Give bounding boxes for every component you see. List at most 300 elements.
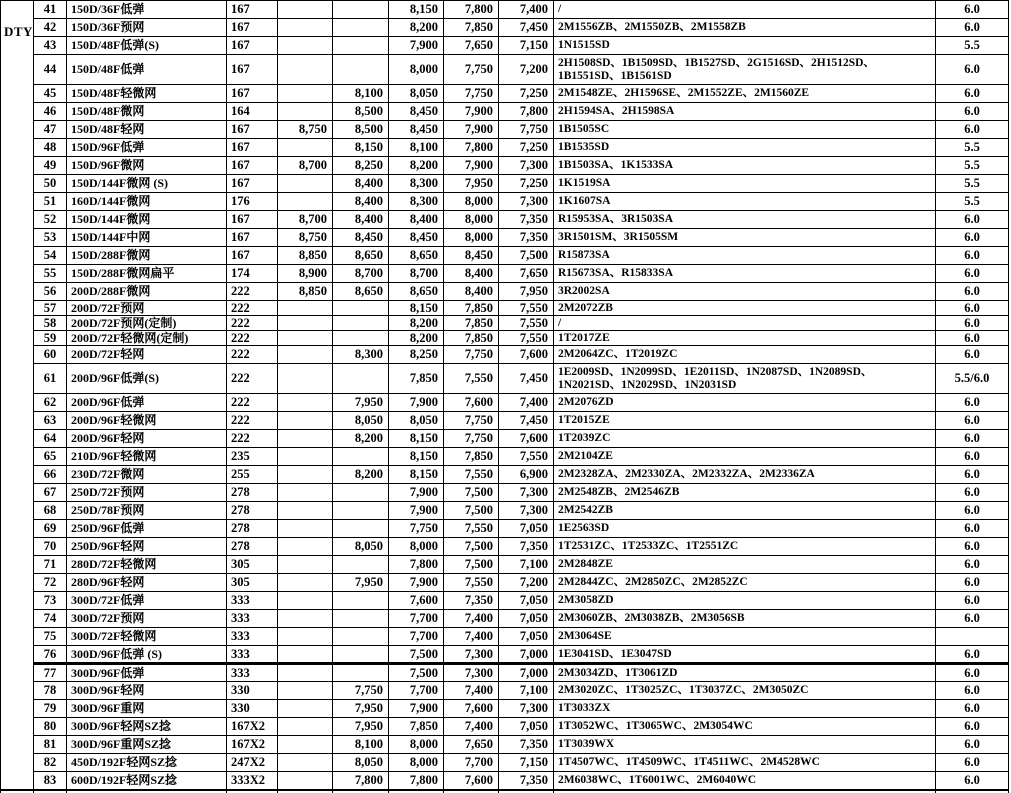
cell-codes: 1T4507WC、1T4509WC、1T4511WC、2M4528WC — [554, 754, 936, 772]
cell-spec: 333 — [227, 592, 278, 610]
cell-grade: 6.0 — [936, 316, 1009, 331]
cell-codes: 3R1501SM、3R1505SM — [554, 229, 936, 247]
cell-name: 300D/96F重网 — [67, 700, 227, 718]
cell-p2: 8,050 — [333, 754, 389, 772]
cell-p3: 8,000 — [389, 736, 444, 754]
cell-grade: 6.0 — [936, 664, 1009, 682]
cell-p1: 8,750 — [278, 229, 333, 247]
cell-no: 66 — [34, 466, 67, 484]
cell-grade: 6.0 — [936, 556, 1009, 574]
cell-codes: 1N1515SD — [554, 37, 936, 55]
cell-p4: 7,550 — [444, 364, 499, 394]
table-row — [1, 412, 1009, 430]
cell-p2 — [333, 610, 389, 628]
cell-empty — [1, 790, 34, 793]
cell-spec: 222 — [227, 394, 278, 412]
cell-p2: 8,050 — [333, 538, 389, 556]
table-row — [1, 592, 1009, 610]
cell-p1: 8,700 — [278, 157, 333, 175]
cell-grade: 6.0 — [936, 430, 1009, 448]
cell-p3: 7,700 — [389, 628, 444, 646]
cell-p1 — [278, 364, 333, 394]
cell-p4: 7,600 — [444, 772, 499, 790]
cell-p3: 7,900 — [389, 484, 444, 502]
cell-p2 — [333, 664, 389, 682]
cell-spec: 305 — [227, 574, 278, 592]
cell-no: 61 — [34, 364, 67, 394]
cell-p2 — [333, 1, 389, 19]
cell-spec: 235 — [227, 448, 278, 466]
cell-no: 72 — [34, 574, 67, 592]
cell-spec: 333 — [227, 646, 278, 664]
cell-p2: 7,950 — [333, 574, 389, 592]
cell-codes: 1K1519SA — [554, 175, 936, 193]
cell-name: 150D/144F微网 — [67, 211, 227, 229]
cell-no: 50 — [34, 175, 67, 193]
cell-p1 — [278, 55, 333, 85]
cell-codes: 2M3020ZC、1T3025ZC、1T3037ZC、2M3050ZC — [554, 682, 936, 700]
cell-p1 — [278, 484, 333, 502]
cell-name: 150D/48F低弹(S) — [67, 37, 227, 55]
table-row — [1, 1, 1009, 19]
cell-p1 — [278, 736, 333, 754]
cell-p5: 7,000 — [499, 646, 554, 664]
cell-no: 59 — [34, 331, 67, 346]
cell-codes: 1E2009SD、1N2099SD、1E2011SD、1N2087SD、1N2089SD、1N2021SD、1N2029SD、1N2031SD — [554, 364, 936, 394]
cell-empty — [227, 790, 278, 793]
cell-spec: 333 — [227, 628, 278, 646]
cell-p5: 7,350 — [499, 229, 554, 247]
cell-name: 300D/96F低弹 (S) — [67, 646, 227, 664]
cell-no: 48 — [34, 139, 67, 157]
cell-p1 — [278, 466, 333, 484]
cell-p4: 7,300 — [444, 646, 499, 664]
cell-spec: 255 — [227, 466, 278, 484]
cell-p1 — [278, 718, 333, 736]
cell-p5: 7,050 — [499, 610, 554, 628]
cell-spec: 222 — [227, 412, 278, 430]
cell-empty — [34, 790, 67, 793]
cell-p5: 7,300 — [499, 700, 554, 718]
cell-codes: 1E3041SD、1E3047SD — [554, 646, 936, 664]
cell-p1 — [278, 772, 333, 790]
cell-p5: 7,550 — [499, 316, 554, 331]
cell-codes: R15953SA、3R1503SA — [554, 211, 936, 229]
cell-name: 200D/96F轻网 — [67, 430, 227, 448]
cell-p2 — [333, 301, 389, 316]
cell-p4: 7,500 — [444, 556, 499, 574]
cell-p3: 8,250 — [389, 346, 444, 364]
cell-p4: 7,400 — [444, 682, 499, 700]
cell-p5: 7,500 — [499, 247, 554, 265]
cell-no: 82 — [34, 754, 67, 772]
cell-p5: 7,950 — [499, 283, 554, 301]
cell-grade: 5.5/6.0 — [936, 364, 1009, 394]
cell-p1 — [278, 37, 333, 55]
cell-name: 200D/96F低弹 — [67, 394, 227, 412]
cell-p2: 8,450 — [333, 229, 389, 247]
table-row — [1, 139, 1009, 157]
cell-p5: 7,250 — [499, 85, 554, 103]
cell-p1 — [278, 700, 333, 718]
cell-name: 280D/72F轻微网 — [67, 556, 227, 574]
cell-spec: 278 — [227, 502, 278, 520]
cell-no: 57 — [34, 301, 67, 316]
cell-spec: 222 — [227, 430, 278, 448]
cell-p1 — [278, 103, 333, 121]
cell-p4: 7,850 — [444, 301, 499, 316]
cell-no: 45 — [34, 85, 67, 103]
cell-p1: 8,700 — [278, 211, 333, 229]
table-row — [1, 574, 1009, 592]
cell-p2: 8,400 — [333, 193, 389, 211]
cell-codes: 2M2542ZB — [554, 502, 936, 520]
cell-grade: 6.0 — [936, 448, 1009, 466]
cell-name: 200D/72F轻网 — [67, 346, 227, 364]
cell-p3: 8,650 — [389, 247, 444, 265]
cell-grade: 6.0 — [936, 502, 1009, 520]
cell-p5: 7,350 — [499, 736, 554, 754]
cell-p2: 8,250 — [333, 157, 389, 175]
table-row — [1, 610, 1009, 628]
cell-spec: 278 — [227, 520, 278, 538]
cell-name: 150D/36F低弹 — [67, 1, 227, 19]
cell-p1 — [278, 175, 333, 193]
cell-p2 — [333, 484, 389, 502]
cell-p4: 7,350 — [444, 592, 499, 610]
cell-p2 — [333, 316, 389, 331]
cell-p5: 7,650 — [499, 265, 554, 283]
table-row — [1, 283, 1009, 301]
cell-spec: 167 — [227, 19, 278, 37]
cell-no: 58 — [34, 316, 67, 331]
cell-p5: 7,300 — [499, 502, 554, 520]
cell-codes: 1B1535SD — [554, 139, 936, 157]
cell-p1 — [278, 412, 333, 430]
cell-grade: 6.0 — [936, 592, 1009, 610]
cell-p3: 8,150 — [389, 448, 444, 466]
cell-p5: 7,100 — [499, 682, 554, 700]
cell-codes: 1T2015ZE — [554, 412, 936, 430]
table-row — [1, 772, 1009, 790]
cell-p1 — [278, 538, 333, 556]
cell-p3: 7,800 — [389, 556, 444, 574]
table-row — [1, 85, 1009, 103]
table-row — [1, 103, 1009, 121]
table-row — [1, 520, 1009, 538]
cell-spec: 305 — [227, 556, 278, 574]
cell-spec: 167 — [227, 37, 278, 55]
table-row — [1, 700, 1009, 718]
cell-p4: 7,850 — [444, 331, 499, 346]
cell-no: 62 — [34, 394, 67, 412]
cell-grade: 6.0 — [936, 19, 1009, 37]
cell-p5: 7,250 — [499, 175, 554, 193]
cell-spec: 167 — [227, 175, 278, 193]
cell-spec: 333 — [227, 610, 278, 628]
cell-p4: 7,750 — [444, 412, 499, 430]
cell-p4: 7,800 — [444, 139, 499, 157]
cell-grade: 6.0 — [936, 754, 1009, 772]
cell-p1 — [278, 139, 333, 157]
cell-p4: 7,750 — [444, 346, 499, 364]
cell-no: 43 — [34, 37, 67, 55]
cell-grade: 6.0 — [936, 484, 1009, 502]
cell-spec: 278 — [227, 538, 278, 556]
cell-codes: 2M2076ZD — [554, 394, 936, 412]
cell-grade: 5.5 — [936, 37, 1009, 55]
cell-p3: 7,900 — [389, 700, 444, 718]
cell-p5: 7,150 — [499, 754, 554, 772]
cell-spec: 222 — [227, 301, 278, 316]
cell-p4: 7,400 — [444, 628, 499, 646]
cell-spec: 167 — [227, 229, 278, 247]
cell-grade: 6.0 — [936, 346, 1009, 364]
cell-p5: 7,250 — [499, 139, 554, 157]
cell-grade: 6.0 — [936, 412, 1009, 430]
table-row — [1, 193, 1009, 211]
cell-p3: 8,450 — [389, 229, 444, 247]
cell-p4: 7,750 — [444, 55, 499, 85]
cell-p3: 8,700 — [389, 265, 444, 283]
cell-p4: 7,750 — [444, 430, 499, 448]
cell-p3: 8,200 — [389, 331, 444, 346]
cell-no: 55 — [34, 265, 67, 283]
cell-p5: 7,350 — [499, 211, 554, 229]
cell-p5: 7,000 — [499, 664, 554, 682]
cell-name: 300D/72F低弹 — [67, 592, 227, 610]
cell-p2: 7,950 — [333, 700, 389, 718]
cell-p4: 7,550 — [444, 520, 499, 538]
cut-off-row — [1, 790, 1009, 793]
cell-no: 77 — [34, 664, 67, 682]
cell-p1 — [278, 85, 333, 103]
cell-p5: 7,350 — [499, 538, 554, 556]
cell-grade: 6.0 — [936, 265, 1009, 283]
table-row — [1, 247, 1009, 265]
cell-grade: 6.0 — [936, 736, 1009, 754]
cell-p3: 7,700 — [389, 682, 444, 700]
cell-no: 42 — [34, 19, 67, 37]
cell-no: 41 — [34, 1, 67, 19]
cell-p5: 7,600 — [499, 430, 554, 448]
cell-name: 150D/48F低弹 — [67, 55, 227, 85]
cell-no: 49 — [34, 157, 67, 175]
table-row — [1, 175, 1009, 193]
cell-p2: 8,050 — [333, 412, 389, 430]
cell-p1: 8,850 — [278, 247, 333, 265]
cell-no: 67 — [34, 484, 67, 502]
cell-codes: 2M1548ZE、2H1596SE、2M1552ZE、2M1560ZE — [554, 85, 936, 103]
cell-no: 75 — [34, 628, 67, 646]
cell-p2 — [333, 520, 389, 538]
cell-p3: 7,800 — [389, 772, 444, 790]
table-row — [1, 664, 1009, 682]
cell-grade: 6.0 — [936, 520, 1009, 538]
cell-p4: 7,900 — [444, 121, 499, 139]
cell-p4: 8,450 — [444, 247, 499, 265]
cell-empty — [333, 790, 389, 793]
cell-p3: 8,200 — [389, 157, 444, 175]
cell-grade: 6.0 — [936, 394, 1009, 412]
cell-name: 200D/72F预网 — [67, 301, 227, 316]
cell-p3: 7,900 — [389, 574, 444, 592]
cell-grade: 6.0 — [936, 121, 1009, 139]
cell-p3: 8,400 — [389, 211, 444, 229]
table-row — [1, 484, 1009, 502]
cell-p3: 8,000 — [389, 754, 444, 772]
cell-codes: 2M2104ZE — [554, 448, 936, 466]
cell-grade: 5.5 — [936, 193, 1009, 211]
cell-p3: 8,300 — [389, 175, 444, 193]
cell-p1 — [278, 394, 333, 412]
cell-p3: 8,300 — [389, 193, 444, 211]
table-row — [1, 502, 1009, 520]
cell-p2: 8,100 — [333, 85, 389, 103]
cell-p4: 7,400 — [444, 718, 499, 736]
cell-p5: 7,400 — [499, 1, 554, 19]
cell-p4: 7,900 — [444, 103, 499, 121]
cell-name: 200D/96F轻微网 — [67, 412, 227, 430]
cell-empty — [278, 790, 333, 793]
cell-no: 69 — [34, 520, 67, 538]
cell-name: 250D/96F轻网 — [67, 538, 227, 556]
cell-codes: / — [554, 1, 936, 19]
cell-name: 250D/78F预网 — [67, 502, 227, 520]
cell-name: 200D/96F低弹(S) — [67, 364, 227, 394]
cell-spec: 167 — [227, 139, 278, 157]
cell-p3: 8,150 — [389, 1, 444, 19]
cell-grade: 6.0 — [936, 55, 1009, 85]
cell-name: 300D/96F轻网 — [67, 682, 227, 700]
cell-p3: 7,500 — [389, 664, 444, 682]
cell-grade: 5.5 — [936, 157, 1009, 175]
cell-p1 — [278, 316, 333, 331]
cell-no: 71 — [34, 556, 67, 574]
cell-name: 150D/48F轻微网 — [67, 85, 227, 103]
cell-p5: 7,450 — [499, 364, 554, 394]
cell-p2 — [333, 364, 389, 394]
cell-p5: 7,550 — [499, 331, 554, 346]
cell-grade: 6.0 — [936, 301, 1009, 316]
cell-name: 150D/48F微网 — [67, 103, 227, 121]
cell-spec: 222 — [227, 364, 278, 394]
cell-p4: 7,650 — [444, 37, 499, 55]
cell-grade: 6.0 — [936, 247, 1009, 265]
cell-name: 150D/288F微网扁平 — [67, 265, 227, 283]
cell-codes: 2M1556ZB、2M1550ZB、2M1558ZB — [554, 19, 936, 37]
cell-p3: 7,600 — [389, 592, 444, 610]
cell-p1 — [278, 664, 333, 682]
cell-p5: 7,200 — [499, 55, 554, 85]
cell-name: 600D/192F轻网SZ捻 — [67, 772, 227, 790]
cell-no: 70 — [34, 538, 67, 556]
cell-p1 — [278, 628, 333, 646]
cell-p5: 6,900 — [499, 466, 554, 484]
cell-p1 — [278, 1, 333, 19]
cell-p2: 8,100 — [333, 736, 389, 754]
cell-codes: 1T3039WX — [554, 736, 936, 754]
cell-codes: R15873SA — [554, 247, 936, 265]
cell-no: 83 — [34, 772, 67, 790]
cell-no: 74 — [34, 610, 67, 628]
cell-p2: 7,800 — [333, 772, 389, 790]
cell-p4: 7,500 — [444, 502, 499, 520]
cell-p1 — [278, 646, 333, 664]
cell-spec: 278 — [227, 484, 278, 502]
cell-no: 68 — [34, 502, 67, 520]
cell-no: 65 — [34, 448, 67, 466]
cell-no: 79 — [34, 700, 67, 718]
cell-spec: 167 — [227, 55, 278, 85]
cell-spec: 167 — [227, 211, 278, 229]
cell-p5: 7,100 — [499, 556, 554, 574]
cell-p1 — [278, 682, 333, 700]
cell-p4: 7,400 — [444, 610, 499, 628]
cell-p2: 8,400 — [333, 211, 389, 229]
cell-p2: 8,500 — [333, 103, 389, 121]
table-row — [1, 19, 1009, 37]
cell-p3: 7,750 — [389, 520, 444, 538]
cell-p3: 8,150 — [389, 301, 444, 316]
cell-p1: 8,750 — [278, 121, 333, 139]
cell-codes: 2M2328ZA、2M2330ZA、2M2332ZA、2M2336ZA — [554, 466, 936, 484]
cell-codes: 1T3033ZX — [554, 700, 936, 718]
cell-p4: 8,000 — [444, 229, 499, 247]
cell-grade: 6.0 — [936, 574, 1009, 592]
cell-p4: 8,000 — [444, 193, 499, 211]
cell-spec: 333 — [227, 664, 278, 682]
cell-p3: 8,000 — [389, 55, 444, 85]
table-row — [1, 121, 1009, 139]
cell-p4: 7,850 — [444, 19, 499, 37]
cell-spec: 167 — [227, 247, 278, 265]
cell-spec: 222 — [227, 331, 278, 346]
cell-name: 150D/144F微网 (S) — [67, 175, 227, 193]
cell-no: 76 — [34, 646, 67, 664]
price-table-body — [1, 1, 1009, 793]
table-row — [1, 364, 1009, 394]
cell-p2: 8,150 — [333, 139, 389, 157]
cell-grade: 6.0 — [936, 229, 1009, 247]
cell-p3: 8,450 — [389, 103, 444, 121]
table-row — [1, 211, 1009, 229]
cell-empty — [936, 790, 1009, 793]
table-row — [1, 229, 1009, 247]
cell-name: 300D/96F低弹 — [67, 664, 227, 682]
cell-p5: 7,400 — [499, 394, 554, 412]
cell-empty — [67, 790, 227, 793]
cell-spec: 222 — [227, 316, 278, 331]
cell-p4: 7,550 — [444, 574, 499, 592]
cell-codes: / — [554, 316, 936, 331]
cell-no: 73 — [34, 592, 67, 610]
cell-spec: 167X2 — [227, 736, 278, 754]
cell-empty — [554, 790, 936, 793]
cell-empty — [389, 790, 444, 793]
cell-p1 — [278, 448, 333, 466]
cell-p1 — [278, 430, 333, 448]
cell-codes: 2M3034ZD、1T3061ZD — [554, 664, 936, 682]
cell-no: 64 — [34, 430, 67, 448]
cell-p2 — [333, 19, 389, 37]
cell-codes: R15673SA、R15833SA — [554, 265, 936, 283]
cell-p4: 7,600 — [444, 700, 499, 718]
cell-p5: 7,050 — [499, 628, 554, 646]
cell-grade: 6.0 — [936, 85, 1009, 103]
cell-p4: 7,850 — [444, 316, 499, 331]
cell-grade: 6.0 — [936, 211, 1009, 229]
